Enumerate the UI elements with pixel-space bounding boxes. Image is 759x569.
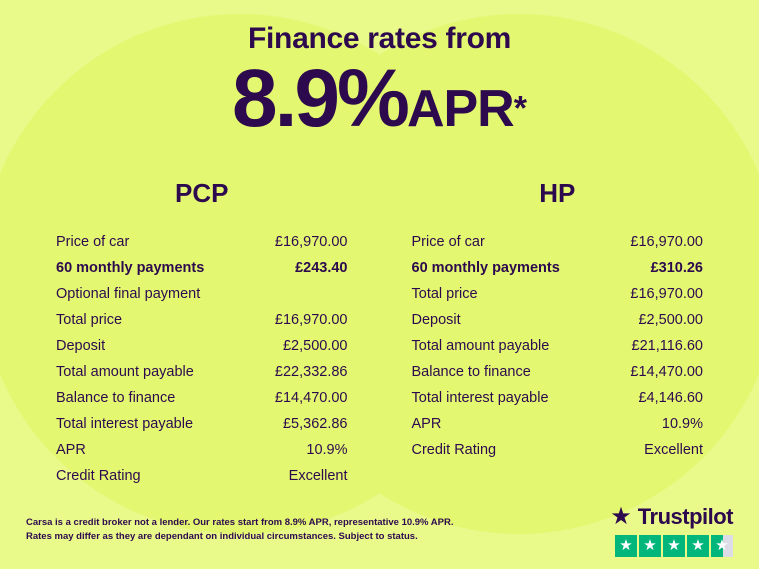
table-row xyxy=(402,385,714,411)
asterisk-marker: * xyxy=(513,89,527,128)
table-row xyxy=(402,307,714,333)
table-row xyxy=(46,437,358,463)
row-value: £16,970.00 xyxy=(274,312,348,328)
row-label: Credit Rating xyxy=(411,442,497,458)
table-row xyxy=(46,463,358,489)
table-row xyxy=(46,411,358,437)
row-value: 10.9% xyxy=(306,442,348,458)
table-row xyxy=(402,359,714,385)
trustpilot-stars xyxy=(615,535,733,557)
table-row xyxy=(402,437,714,463)
column-title-pcp: PCP xyxy=(175,178,229,208)
row-value: £16,970.00 xyxy=(630,286,703,302)
row-value: £16,970.00 xyxy=(630,234,703,250)
rate-value: 8.9% xyxy=(232,53,407,144)
row-label: Credit Rating xyxy=(56,468,141,484)
row-label: APR xyxy=(56,442,86,458)
star-icon: ★ xyxy=(639,535,661,557)
table-row xyxy=(46,229,358,255)
table-row xyxy=(46,255,358,281)
row-label: Deposit xyxy=(411,312,461,328)
table-row xyxy=(402,411,714,437)
footer xyxy=(0,497,759,569)
row-value: £21,116.60 xyxy=(631,338,703,354)
disclaimer-line-1: Carsa is a credit broker not a lender. Our rates start from 8.9% APR, representative 10.9% APR. xyxy=(26,517,454,529)
row-value: £22,332.86 xyxy=(274,364,348,380)
column-pcp xyxy=(24,178,380,489)
row-value: £310.26 xyxy=(650,260,703,276)
row-label: Price of car xyxy=(411,234,485,250)
row-label: Balance to finance xyxy=(411,364,531,380)
row-label: Optional final payment xyxy=(56,286,201,302)
row-label: Price of car xyxy=(56,234,130,250)
page-title: Finance rates from xyxy=(247,22,512,55)
row-value: Excellent xyxy=(644,442,703,458)
table-row xyxy=(46,385,358,411)
trustpilot-rating xyxy=(610,504,733,557)
trustpilot-star-icon: ★ xyxy=(610,502,632,530)
table-row xyxy=(46,333,358,359)
finance-comparison xyxy=(0,178,759,489)
table-row xyxy=(402,333,714,359)
row-label: 60 monthly payments xyxy=(56,260,205,276)
table-row xyxy=(46,359,358,385)
row-value: £5,362.86 xyxy=(282,416,348,432)
row-value: £2,500.00 xyxy=(282,338,348,354)
row-label: Total interest payable xyxy=(56,416,194,432)
star-icon: ★ xyxy=(615,535,637,557)
row-label: Total amount payable xyxy=(56,364,194,380)
row-value: £14,470.00 xyxy=(630,364,703,380)
row-label: Deposit xyxy=(56,338,106,354)
star-icon: ★ xyxy=(687,535,709,557)
row-label: Total interest payable xyxy=(411,390,549,406)
star-icon: ★ xyxy=(663,535,685,557)
trustpilot-logo xyxy=(610,504,733,530)
disclaimer-line-2: Rates may differ as they are dependant on individual circumstances. Subject to status. xyxy=(26,531,418,542)
row-value: Excellent xyxy=(288,468,348,484)
table-row xyxy=(46,281,358,307)
row-label: Balance to finance xyxy=(56,390,176,406)
row-value: £16,970.00 xyxy=(274,234,348,250)
table-row xyxy=(402,229,714,255)
column-title-hp: HP xyxy=(539,178,576,208)
table-row xyxy=(402,255,714,281)
row-label: 60 monthly payments xyxy=(411,260,560,276)
rate-headline xyxy=(0,53,759,144)
column-hp xyxy=(380,178,736,489)
row-value: £14,470.00 xyxy=(274,390,348,406)
row-value: £4,146.60 xyxy=(638,390,703,406)
star-icon-half: ★ xyxy=(711,535,733,557)
pcp-rows xyxy=(46,229,358,489)
table-row xyxy=(402,281,714,307)
row-label: Total price xyxy=(56,312,123,328)
row-value: £2,500.00 xyxy=(638,312,703,328)
row-value: £243.40 xyxy=(295,260,348,276)
row-label: Total amount payable xyxy=(411,338,550,354)
disclaimer-text xyxy=(26,516,454,544)
trustpilot-wordmark: Trustpilot xyxy=(637,503,733,529)
rate-unit: APR xyxy=(406,80,514,138)
hp-rows xyxy=(402,229,714,463)
row-label: APR xyxy=(411,416,442,432)
row-label: Total price xyxy=(411,286,478,302)
row-value: 10.9% xyxy=(661,416,703,432)
table-row xyxy=(46,307,358,333)
